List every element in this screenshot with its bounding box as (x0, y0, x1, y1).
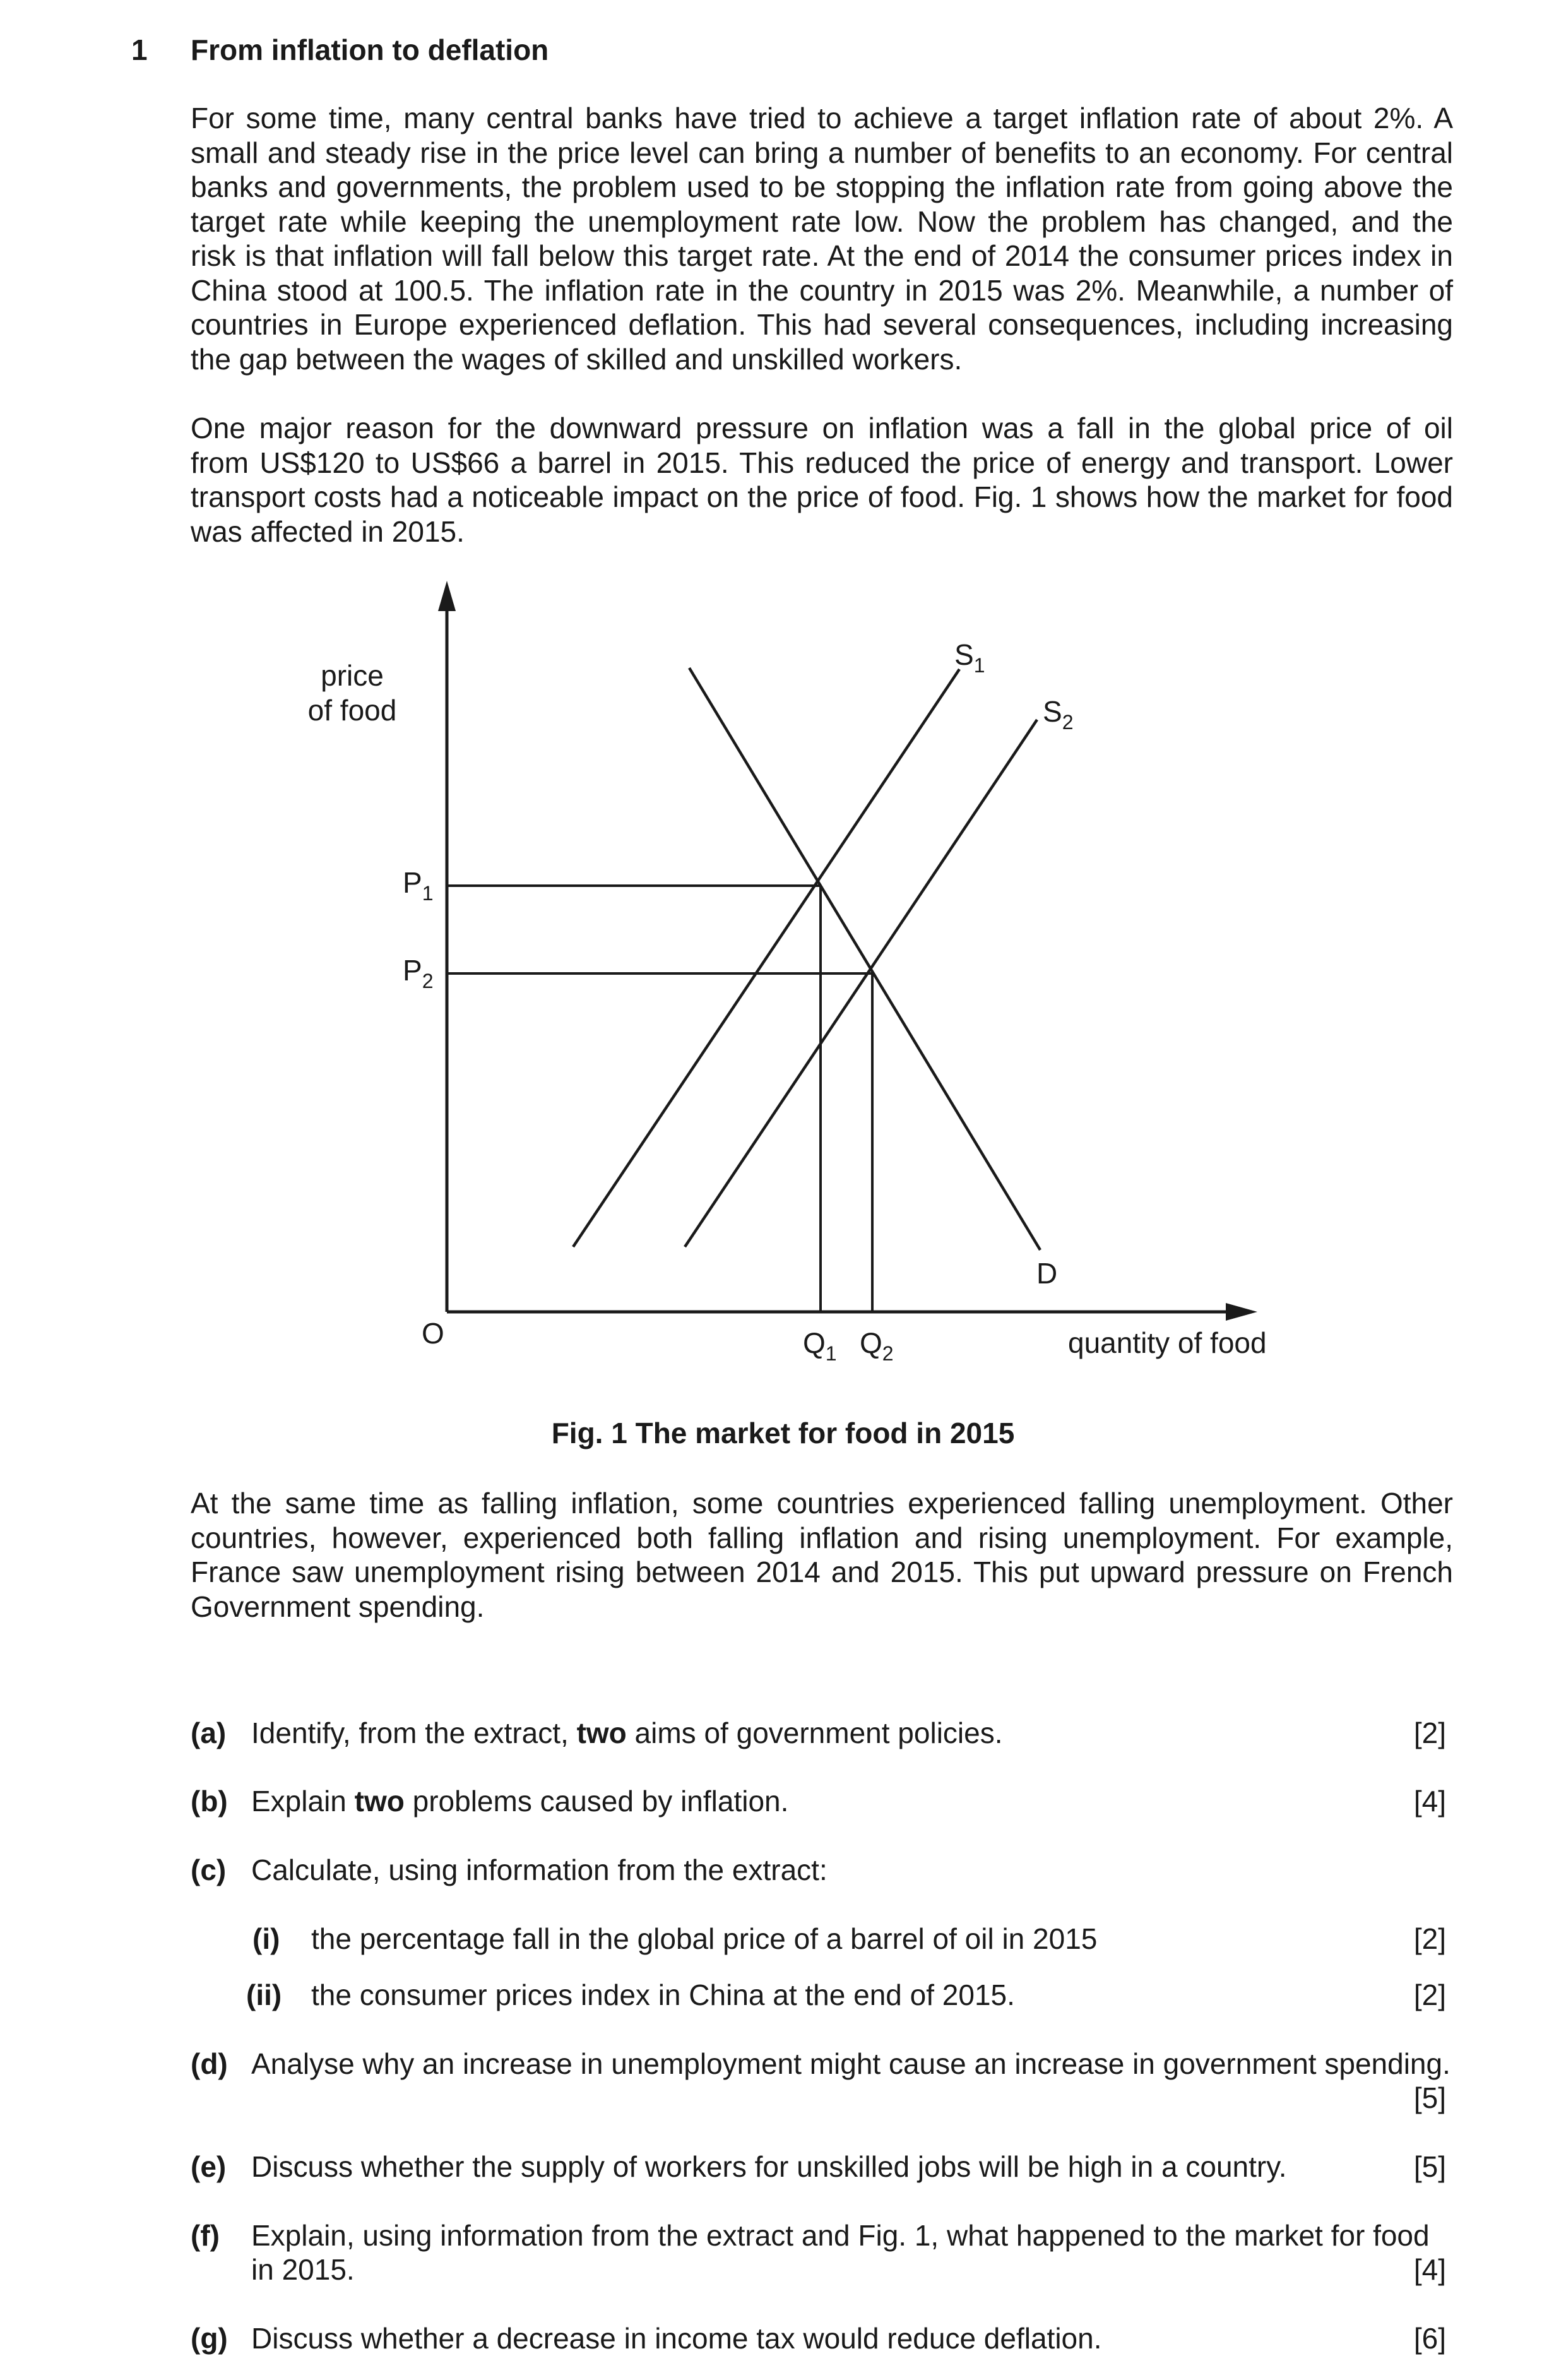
x-axis-label: quantity of food (1068, 1326, 1267, 1359)
part-c-i (0, 1922, 1566, 1960)
part-label: (d) (191, 2047, 228, 2080)
paragraph-line: China stood at 100.5. The inflation rate in the country in 2015 was 2%. Meanwhile, a number of (191, 273, 1453, 307)
y-axis-label: of food (307, 694, 397, 727)
part-d (0, 2047, 1566, 2122)
part-label: (c) (191, 1853, 227, 1886)
paragraph-line: France saw unemployment rising between 2014 and 2015. This put upward pressure on French (191, 1556, 1453, 1588)
part-text: Calculate, using information from the extract: (251, 1853, 827, 1886)
part-text: Identify, from the extract, two aims of government policies. (251, 1717, 1003, 1749)
part-text: Discuss whether the supply of workers for unskilled jobs will be high in a country. (251, 2150, 1287, 2183)
paragraph-2 (191, 411, 1453, 549)
s2-label: $S_2$ (1043, 695, 1074, 734)
mark: [2] (1413, 1922, 1446, 1955)
part-c (0, 1853, 1566, 1891)
part-b (0, 1784, 1566, 1822)
paragraph-line: banks and governments, the problem used to be stopping the inflation rate from going above the (191, 170, 1453, 203)
part-g (0, 2321, 1566, 2359)
p1-label: $P_1$ (403, 866, 434, 905)
paragraph-line: risk is that inflation will fall below this target rate. At the end of 2014 the consumer prices index in (191, 239, 1453, 272)
part-text: the consumer prices index in China at the end of 2015. (311, 1978, 1015, 2011)
paragraph-line: small and steady rise in the price level can bring a number of benefits to an economy. For central (191, 136, 1453, 169)
paragraph-line: the gap between the wages of skilled and unskilled workers. (191, 342, 963, 376)
part-e (0, 2150, 1566, 2187)
part-a (0, 1716, 1566, 1754)
mark: [5] (1413, 2150, 1446, 2183)
question-title: From inflation to deflation (191, 33, 549, 66)
q2-label: $Q_2$ (860, 1326, 894, 1365)
mark: [4] (1413, 1785, 1446, 1818)
part-text: Explain two problems caused by inflation. (251, 1785, 789, 1818)
part-label: (a) (191, 1717, 227, 1749)
figure-caption: Fig. 1 The market for food in 2015 (551, 1417, 1015, 1449)
supply-curve-s1 (573, 669, 959, 1247)
part-c-ii (0, 1978, 1566, 2016)
part-text: Explain, using information from the extract and Fig. 1, what happened to the market for food (251, 2219, 1430, 2252)
question-number: 1 (131, 33, 148, 66)
paragraph-line: transport costs had a noticeable impact on the price of food. Fig. 1 shows how the market for food (191, 480, 1453, 513)
paragraph-3 (191, 1486, 1453, 1624)
figure-market-for-food (0, 568, 1566, 1389)
paragraph-line: At the same time as falling inflation, some countries experienced falling unemployment. Other (191, 1487, 1453, 1520)
mark: [2] (1413, 1717, 1446, 1749)
part-label: (ii) (246, 1978, 282, 2011)
origin-label: O (422, 1317, 444, 1350)
paragraph-line: One major reason for the downward pressure on inflation was a fall in the global price of oil (191, 412, 1453, 444)
part-label: (b) (191, 1785, 228, 1818)
part-label: (f) (191, 2219, 220, 2252)
paragraph-line: target rate while keeping the unemployment rate low. Now the problem has changed, and the (191, 205, 1453, 238)
paragraph-line: Government spending. (191, 1590, 485, 1623)
paragraph-line: countries in Europe experienced deflation. This had several consequences, including increasing (191, 308, 1453, 341)
d-label: D (1036, 1257, 1058, 1290)
paragraph-1 (191, 101, 1453, 376)
part-text: the percentage fall in the global price of a barrel of oil in 2015 (311, 1922, 1098, 1955)
paragraph-line: For some time, many central banks have tried to achieve a target inflation rate of about 2%. A (191, 102, 1453, 134)
part-label: (g) (191, 2322, 228, 2355)
q1-label: $Q_1$ (803, 1326, 837, 1365)
supply-curve-s2 (685, 720, 1037, 1247)
paragraph-line: countries, however, experienced both falling inflation and rising unemployment. For example, (191, 1521, 1453, 1554)
part-text: in 2015. (251, 2253, 355, 2286)
y-axis-arrow-icon (438, 581, 456, 611)
part-text: Analyse why an increase in unemployment might cause an increase in government spending. (251, 2047, 1450, 2080)
mark: [6] (1413, 2322, 1446, 2355)
part-label: (e) (191, 2150, 227, 2183)
mark: [2] (1413, 1978, 1446, 2011)
s1-label: $S_1$ (954, 638, 985, 677)
paragraph-line: from US$120 to US$66 a barrel in 2015. This reduced the price of energy and transport. Lower (191, 446, 1453, 479)
part-text: Discuss whether a decrease in income tax would reduce deflation. (251, 2322, 1102, 2355)
p2-label: $P_2$ (403, 954, 434, 992)
paragraph-line: was affected in 2015. (191, 515, 465, 548)
mark: [4] (1413, 2253, 1446, 2286)
x-axis-arrow-icon (1226, 1303, 1257, 1321)
part-f (0, 2218, 1566, 2294)
mark: [5] (1413, 2081, 1446, 2114)
part-label: (i) (252, 1922, 280, 1955)
y-axis-label: price (321, 659, 384, 692)
